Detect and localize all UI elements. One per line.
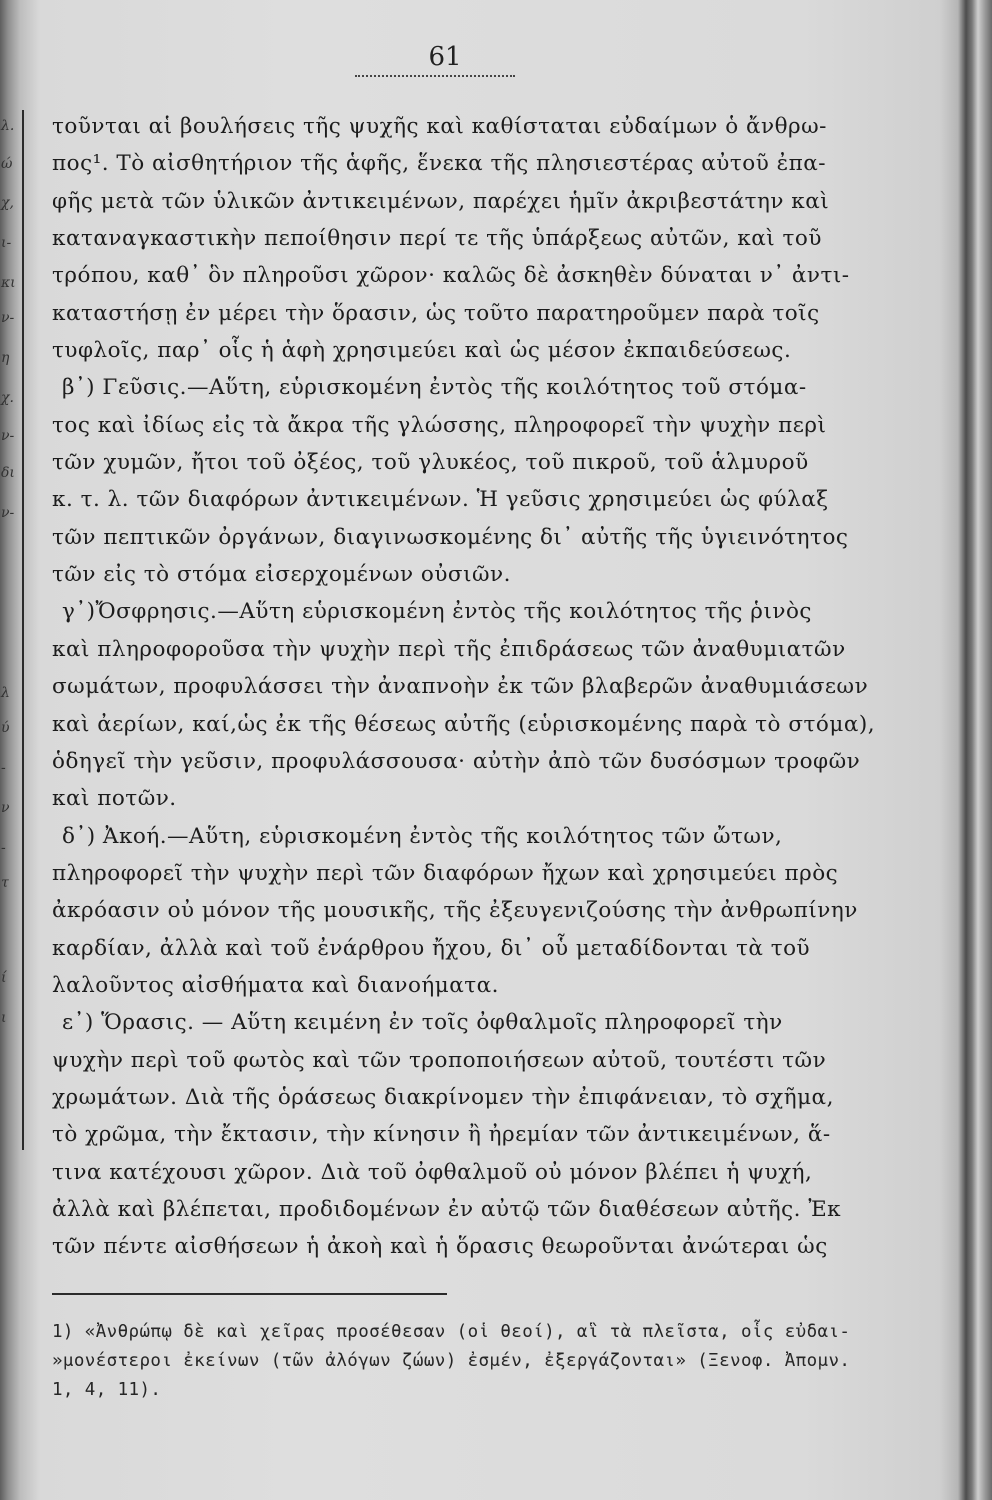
margin-mark: λ. [1,118,15,134]
margin-mark: ν- [1,505,15,521]
margin-mark: ώ [1,156,13,172]
section-heading-line: γ᾽)Ὄσφρησις.—Αὕτη εὑρισκομένη ἐντὸς τῆς κοιλότητος τῆς ῥινὸς [62,599,812,625]
page-number-rule [355,75,515,77]
margin-mark: ί [1,970,7,986]
text-line: χρωμάτων. Διὰ τῆς ὁράσεως διακρίνομεν τὴν ἐπιφάνειαν, τὸ σχῆμα, [52,1084,834,1110]
text-line: ἀλλὰ καὶ βλέπεται, προδιδομένων ἐν αὐτῷ τῶν διαθέσεων αὐτῆς. Ἐκ [52,1196,842,1222]
text-line: καταστήσῃ ἐν μέρει τὴν ὅρασιν, ὡς τοῦτο παρατηροῦμεν παρὰ τοῖς [52,300,820,326]
margin-mark: ν- [1,310,15,326]
left-margin-fragments [0,110,24,1150]
text-line: ψυχὴν περὶ τοῦ φωτὸς καὶ τῶν τροποποιήσεων αὐτοῦ, τουτέστι τῶν [52,1047,827,1073]
margin-mark: ύ [1,720,10,736]
text-line: καὶ πληροφοροῦσα τὴν ψυχὴν περὶ τῆς ἐπιδράσεως τῶν ἀναθυμιατῶν [52,636,846,662]
text-line: καὶ ἀερίων, καί,ὡς ἐκ τῆς θέσεως αὐτῆς (εὑρισκομένης παρὰ τὸ στόμα), [52,711,876,737]
margin-mark: - [1,760,6,776]
text-line: σωμάτων, προφυλάσσει τὴν ἀναπνοὴν ἐκ τῶν βλαβερῶν ἀναθυμιάσεων [52,674,869,700]
text-line: πος¹. Τὸ αἰσθητήριον τῆς ἁφῆς, ἕνεκα τῆς πλησιεστέρας αὐτοῦ ἐπα- [52,151,827,177]
text-line: τῶν πεπτικῶν ὀργάνων, διαγινωσκομένης δι᾽ αὐτῆς τῆς ὑγιεινότητος [52,524,849,550]
margin-mark: η [1,350,10,366]
margin-mark: τ [1,875,9,891]
margin-mark: λ [1,685,10,701]
section-heading-line: δ᾽) Ἀκοή.—Αὕτη, εὑρισκομένη ἐντὸς τῆς κοιλότητος τῶν ὤτων, [62,823,783,849]
text-line: τῶν εἰς τὸ στόμα εἰσερχομένων οὐσιῶν. [52,562,511,588]
text-line: καρδίαν, ἀλλὰ καὶ τοῦ ἐνάρθρου ἤχου, δι᾽ οὗ μεταδίδονται τὰ τοῦ [52,935,811,961]
text-line: φῆς μετὰ τῶν ὑλικῶν ἀντικειμένων, παρέχει ἡμῖν ἀκριβεστάτην καὶ [52,188,830,214]
footnote-line: »μονέστεροι ἐκείνων (τῶν ἀλόγων ζώων) ἐσμέν, ἐξεργάζονται» (Ξενοφ. Ἀπομν. [52,1351,851,1371]
footnote-line: 1) «Ἀνθρώπῳ δὲ καὶ χεῖρας προσέθεσαν (οἱ θεοί), αἳ τὰ πλεῖστα, οἷς εὐδαι- [52,1322,851,1342]
margin-mark: ι- [1,235,12,251]
text-line: τὸ χρῶμα, τὴν ἔκτασιν, τὴν κίνησιν ἢ ἠρεμίαν τῶν ἀντικειμένων, ἅ- [52,1122,831,1148]
text-line: τρόπου, καθ᾽ ὃν πληροῦσι χῶρον· καλῶς δὲ ἀσκηθὲν δύναται ν᾽ ἀντι- [52,263,850,289]
section-heading-line: β᾽) Γεῦσις.—Αὕτη, εὑρισκομένη ἐντὸς τῆς κοιλότητος τοῦ στόμα- [62,375,807,401]
text-line: τινα κατέχουσι χῶρον. Διὰ τοῦ ὀφθαλμοῦ οὐ μόνον βλέπει ἡ ψυχή, [52,1159,813,1185]
text-line: καὶ ποτῶν. [52,786,177,812]
text-line: καταναγκαστικὴν πεποίθησιν περί τε τῆς ὑπάρξεως αὐτῶν, καὶ τοῦ [52,226,822,252]
text-line: τυφλοῖς, παρ᾽ οἷς ἡ ἁφὴ χρησιμεύει καὶ ὡς μέσον ἐκπαιδεύσεως. [52,338,792,364]
footnote-separator [52,1293,447,1295]
text-line: κ. τ. λ. τῶν διαφόρων ἀντικειμένων. Ἡ γεῦσις χρησιμεύει ὡς φύλαξ [52,487,829,513]
margin-mark: κι [1,275,16,291]
text-line: πληροφορεῖ τὴν ψυχὴν περὶ τῶν διαφόρων ἤχων καὶ χρησιμεύει πρὸς [52,860,839,886]
page-number: 61 [428,42,462,72]
text-line: τῶν χυμῶν, ἤτοι τοῦ ὀξέος, τοῦ γλυκέος, τοῦ πικροῦ, τοῦ ἁλμυροῦ [52,450,809,476]
footnotes [52,1318,872,1405]
text-line: ἀκρόασιν οὐ μόνον τῆς μουσικῆς, τῆς ἐξευγενιζούσης τὴν ἀνθρωπίνην [52,898,858,924]
margin-mark: ν- [1,428,15,444]
margin-mark: χ. [1,390,14,406]
text-line: τοῦνται αἱ βουλήσεις τῆς ψυχῆς καὶ καθίσταται εὐδαίμων ὁ ἄνθρω- [52,114,827,139]
main-text [52,108,876,1266]
section-heading-line: ε᾽) Ὅρασις. — Αὕτη κειμένη ἐν τοῖς ὀφθαλμοῖς πληροφορεῖ τὴν [62,1010,783,1036]
text-line: λαλοῦντος αἰσθήματα καὶ διανοήματα. [52,972,500,998]
margin-mark: ν [1,800,10,816]
text-line: ὁδηγεῖ τὴν γεῦσιν, προφυλάσσουσα· αὐτὴν ἀπὸ τῶν δυσόσμων τροφῶν [52,748,861,774]
margin-mark: - [1,840,6,856]
footnote-line: 1, 4, 11). [52,1380,162,1400]
margin-mark: ι [1,1010,7,1026]
text-line: τος καὶ ἰδίως εἰς τὰ ἄκρα τῆς γλώσσης, πληροφορεῖ τὴν ψυχὴν περὶ [52,412,827,438]
margin-mark: δι [1,465,15,481]
margin-mark: χ, [1,195,14,211]
text-line: τῶν πέντε αἰσθήσεων ἡ ἀκοὴ καὶ ἡ ὅρασις θεωροῦνται ἀνώτεραι ὡς [52,1234,828,1260]
